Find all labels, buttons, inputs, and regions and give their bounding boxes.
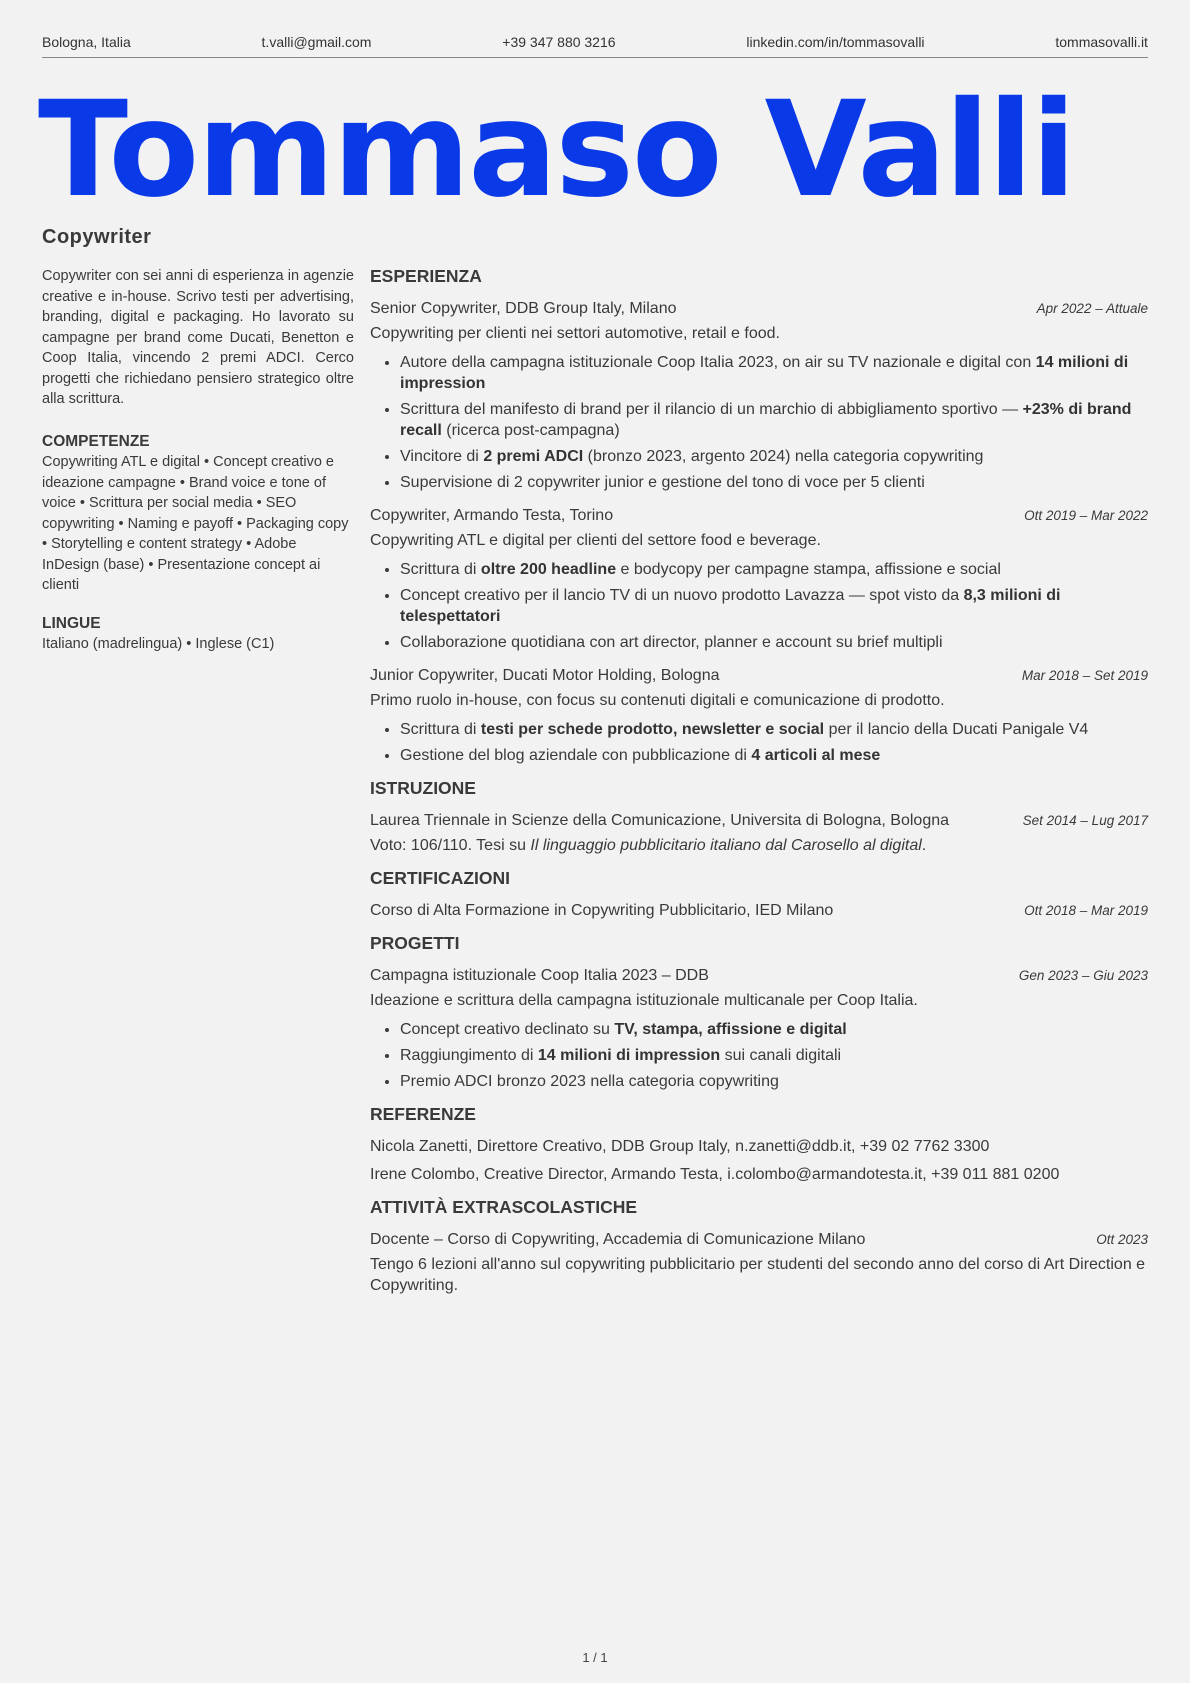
project-desc: Ideazione e scrittura della campagna istituzionale multicanale per Coop Italia. xyxy=(370,992,918,1009)
bullet-item: • Supervisione di 2 copywriter junior e gestione del tono di voce per 5 clienti xyxy=(400,472,1148,493)
activities-heading: ATTIVITÀ EXTRASCOLASTICHE xyxy=(370,1197,638,1217)
contact-bar xyxy=(42,34,1148,58)
job-date: Mar 2018 – Set 2019 xyxy=(1021,668,1148,683)
references-heading: REFERENZE xyxy=(370,1104,476,1124)
job-bullets xyxy=(370,559,1148,653)
bullet-item: • Premio ADCI bronzo 2023 nella categoria copywriting xyxy=(400,1071,1148,1092)
job-title: Senior Copywriter, DDB Group Italy, Milano xyxy=(370,300,677,317)
job-desc: Primo ruolo in-house, con focus su contenuti digitali e comunicazione di prodotto. xyxy=(370,692,945,709)
bullet-item: • Scrittura di testi per schede prodotto, newsletter e social per il lancio della Ducati Panigale V4 xyxy=(400,719,1148,740)
experience-heading: ESPERIENZA xyxy=(370,266,482,286)
phone: +39 347 880 3216 xyxy=(502,34,616,50)
job-date: Apr 2022 – Attuale xyxy=(1036,301,1148,316)
project-date: Gen 2023 – Giu 2023 xyxy=(1018,968,1148,983)
skills-heading: COMPETENZE xyxy=(42,432,150,450)
bullet-item: • Gestione del blog aziendale con pubblicazione di 4 articoli al mese xyxy=(400,745,1148,766)
certifications-section xyxy=(370,868,1148,921)
references-section xyxy=(370,1104,1148,1185)
bullet-item: • Concept creativo per il lancio TV di un nuovo prodotto Lavazza — spot visto da 8,3 milioni di telespettatori xyxy=(400,585,1148,627)
website-link[interactable]: tommasovalli.it xyxy=(1055,34,1148,50)
role-title: Copywriter xyxy=(42,226,152,248)
right-column xyxy=(370,266,1148,1308)
job-entry xyxy=(370,505,1148,653)
certification-date: Ott 2018 – Mar 2019 xyxy=(1024,903,1148,918)
page-number: 1 / 1 xyxy=(582,1650,608,1665)
skills-text: Copywriting ATL e digital • Concept creativo e ideazione campagne • Brand voice e tone of voice • Scrittura per social media • SEO copywriting • Naming e payoff • Packaging copy • Storytelling e content strategy • Adobe InDesign (base) • Presentazione concept ai clienti xyxy=(42,454,349,593)
job-desc: Copywriting ATL e digital per clienti del settore food e beverage. xyxy=(370,532,821,549)
activity-desc: Tengo 6 lezioni all'anno sul copywriting pubblicitario per studenti del secondo anno del corso di Art Direction e Copywriting. xyxy=(370,1256,1146,1294)
location: Bologna, Italia xyxy=(42,34,131,50)
bullet-item: • Scrittura del manifesto di brand per il rilancio di un marchio di abbigliamento sportivo — +23% di brand recall (ricerca post-campagna) xyxy=(400,399,1148,441)
activity-name: Docente – Corso di Copywriting, Accademia di Comunicazione Milano xyxy=(370,1231,866,1248)
languages-heading: LINGUE xyxy=(42,614,101,632)
activities-section xyxy=(370,1197,1148,1296)
job-title: Junior Copywriter, Ducati Motor Holding, Bologna xyxy=(370,667,720,684)
projects-heading: PROGETTI xyxy=(370,933,460,953)
reference-1: Nicola Zanetti, Direttore Creativo, DDB Group Italy, n.zanetti@ddb.it, +39 02 7762 3300 xyxy=(370,1138,990,1155)
job-entry xyxy=(370,665,1148,766)
experience-section xyxy=(370,266,1148,766)
education-date: Set 2014 – Lug 2017 xyxy=(1022,813,1148,828)
linkedin-link[interactable]: linkedin.com/in/tommasovalli xyxy=(746,34,925,50)
left-column xyxy=(42,266,354,673)
bullet-item: • Collaborazione quotidiana con art director, planner e account su brief multipli xyxy=(400,632,1148,653)
certification-name: Corso di Alta Formazione in Copywriting Pubblicitario, IED Milano xyxy=(370,902,834,919)
degree: Laurea Triennale in Scienze della Comunicazione, Universita di Bologna, Bologna xyxy=(370,812,950,829)
bullet-item: • Raggiungimento di 14 milioni di impression sui canali digitali xyxy=(400,1045,1148,1066)
bullet-item: • Autore della campagna istituzionale Coop Italia 2023, on air su TV nazionale e digital con 14 milioni di impression xyxy=(400,352,1148,394)
project-bullets xyxy=(370,1019,1148,1092)
email-link[interactable]: t.valli@gmail.com xyxy=(261,34,372,50)
activity-date: Ott 2023 xyxy=(1096,1232,1148,1247)
candidate-name: Tommaso Valli xyxy=(38,73,1075,227)
projects-section xyxy=(370,933,1148,1092)
project-name: Campagna istituzionale Coop Italia 2023 – DDB xyxy=(370,967,709,984)
job-bullets xyxy=(370,719,1148,766)
job-desc: Copywriting per clienti nei settori automotive, retail e food. xyxy=(370,325,780,342)
bullet-item: • Vincitore di 2 premi ADCI (bronzo 2023, argento 2024) nella categoria copywriting xyxy=(400,446,1148,467)
job-entry xyxy=(370,298,1148,493)
skills-section xyxy=(42,432,354,596)
languages-section xyxy=(42,614,354,655)
reference-2: Irene Colombo, Creative Director, Armando Testa, i.colombo@armandotesta.it, +39 011 881 0200 xyxy=(370,1166,1060,1183)
certifications-heading: CERTIFICAZIONI xyxy=(370,868,510,888)
languages-text: Italiano (madrelingua) • Inglese (C1) xyxy=(42,636,275,652)
job-date: Ott 2019 – Mar 2022 xyxy=(1024,508,1148,523)
job-bullets xyxy=(370,352,1148,493)
job-title: Copywriter, Armando Testa, Torino xyxy=(370,507,614,524)
education-heading: ISTRUZIONE xyxy=(370,778,476,798)
bullet-item: • Concept creativo declinato su TV, stampa, affissione e digital xyxy=(400,1019,1148,1040)
bullet-item: • Scrittura di oltre 200 headline e bodycopy per campagne stampa, affissione e social xyxy=(400,559,1148,580)
summary: Copywriter con sei anni di esperienza in agenzie creative e in-house. Scrivo testi per advertising, branding, digital e packaging. Ho lavorato su campagne per brand come Ducati, Benetton e Coop Italia, vincendo 2 premi ADCI. Cerco progetti che richiedano pensiero strategico oltre alla scrittura. xyxy=(42,268,354,407)
education-section xyxy=(370,778,1148,856)
education-note: Voto: 106/110. Tesi su Il linguaggio pubblicitario italiano dal Carosello al digital. xyxy=(370,837,927,854)
